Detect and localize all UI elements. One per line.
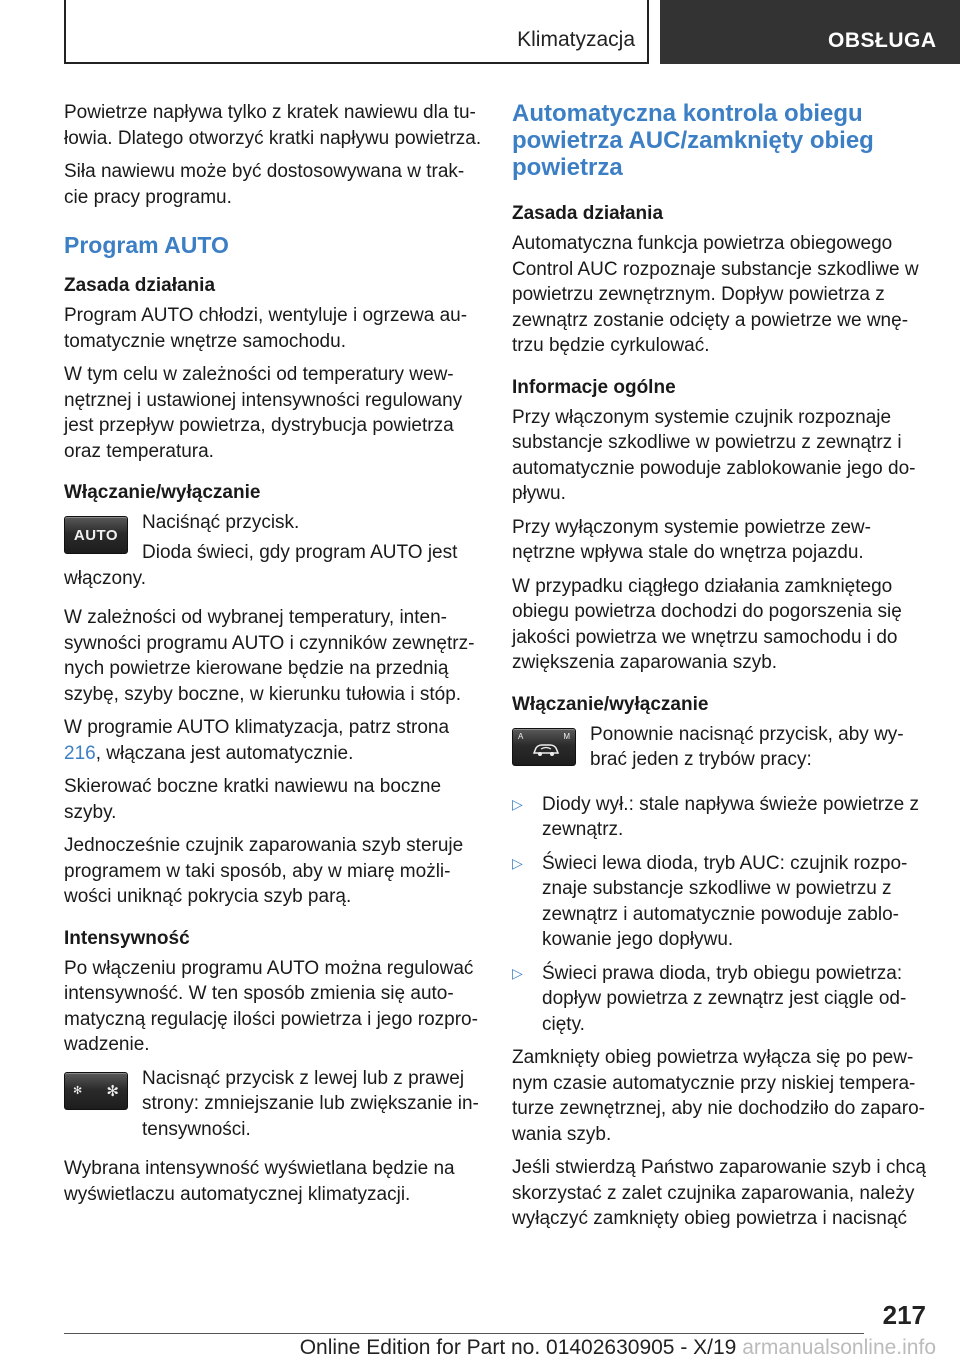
subheading-principle: Zasada działania <box>64 275 216 296</box>
general-paragraph-2: Przy wyłączonym systemie powietrze zew-nętrzne wpływa stale do wnętrza pojazdu. <box>512 516 871 563</box>
general-paragraph-3: W przypadku ciągłego działania zamkniętego obiegu powietrza dochodzi do pogorszenia się jakości powietrza we wnętrzu samochodu i do zwiększenia zaparowania szyb. <box>512 575 902 673</box>
ac-text-after: , włączana jest automatycznie. <box>95 742 354 764</box>
recirculation-car-icon <box>531 740 561 758</box>
subheading-auc-principle: Zasada działania <box>512 203 664 224</box>
intensity-paragraph: Po włączeniu programu AUTO można regulować intensywność. W ten sposób zmienia się auto-matyczną regulację ilości powietrza i jego rozpro-wadzenie. <box>64 957 478 1055</box>
auto-button-instruction: Naciśnąć przycisk. <box>142 512 300 533</box>
list-item: ▷ Świeci lewa dioda, tryb AUC: czujnik rozpo-znaje substancje szkodliwe w powietrzu z zewnątrz i automatycznie powoduje zablo-kowanie jego dopływu. <box>512 852 908 950</box>
heading-program-auto: Program AUTO <box>64 232 229 258</box>
fan-button-instruction: Nacisnąć przycisk z lewej lub z prawej strony: zmniejszanie lub zwiększanie in-tensywności. <box>142 1067 479 1140</box>
auto-button-row <box>64 510 482 562</box>
footer-edition <box>0 1336 936 1360</box>
watermark: armanualsonline.info <box>742 1336 936 1359</box>
triangle-bullet-icon: ▷ <box>512 964 523 981</box>
right-column <box>512 100 932 1240</box>
section-title: Klimatyzacja <box>517 28 635 51</box>
ac-text-before: W programie AUTO klimatyzacja, patrz strona <box>64 717 450 738</box>
list-item: ▷ Diody wył.: stale napływa świeże powietrze z zewnątrz. <box>512 793 919 840</box>
general-paragraph-1: Przy włączonym systemie czujnik rozpoznaje substancje szkodliwe w powietrzu z zewnątrz i automatycznie powoduje zablokowanie jego do-pływu. <box>512 406 916 504</box>
subheading-general-info: Informacje ogólne <box>512 376 676 398</box>
triangle-bullet-icon: ▷ <box>512 795 523 812</box>
header-frame <box>64 0 649 64</box>
auto-button-label: AUTO <box>73 526 119 544</box>
auc-led-label-m: M <box>563 731 570 741</box>
footer-divider <box>64 1333 864 1334</box>
display-paragraph: Wybrana intensywność wyświetlana będzie na wyświetlaczu automatycznej klimatyzacji. <box>64 1158 455 1205</box>
subheading-switch: Włączanie/wyłączanie <box>64 482 261 503</box>
list-item: ▷ Świeci prawa dioda, tryb obiegu powietrza: dopływ powietrza z zewnątrz jest ciągle od-cięty. <box>512 962 907 1035</box>
vents-paragraph: Skierować boczne kratki nawiewu na boczne szyby. <box>64 776 442 823</box>
ac-paragraph <box>64 715 482 766</box>
closing-paragraph-1: Zamknięty obieg powietrza wyłącza się po pew-nym czasie automatycznie przy niskiej tempera-turze zewnętrznej, aby nie dochodziło do zaparo-wania szyb. <box>512 1047 925 1145</box>
auto-button-illustration <box>64 516 128 554</box>
intro-paragraph-1: Powietrze napływa tylko z kratek nawiewu dla tu-łowia. Dlatego otworzyć kratki napływu powietrza. <box>64 102 482 149</box>
fan-button-illustration <box>64 1072 128 1110</box>
auc-button-row <box>512 722 932 782</box>
subheading-intensity: Intensywność <box>64 927 190 949</box>
fog-sensor-paragraph: Jednocześnie czujnik zaparowania szyb steruje programem w taki sposób, aby w miarę możli-wości uniknąć pokrycia szyb parą. <box>64 835 464 907</box>
subheading-auc-switch: Włączanie/wyłączanie <box>512 693 709 715</box>
auc-principle-paragraph: Automatyczna funkcja powietrza obiegowego Control AUC rozpoznaje substancje szkodliwe w powietrzu zewnętrznym. Dopływ powietrza z zewnątrz zostanie odcięty a powietrze we wnę-trzu będzie cyrkulować. <box>512 233 919 356</box>
auc-button-instruction: Ponownie nacisnąć przycisk, aby wy-brać jeden z trybów pracy: <box>590 723 904 770</box>
fan-low-icon: ✻ <box>73 1085 83 1097</box>
left-column <box>64 100 482 1215</box>
page-number: 217 <box>882 1300 926 1330</box>
heading-auc: Automatyczna kontrola obiegu powietrza AUC/zamknięty obieg powietrza <box>512 100 874 181</box>
auc-led-label-a: A <box>518 731 524 741</box>
modes-list <box>512 792 932 1038</box>
fan-high-icon: ✻ <box>106 1082 119 1100</box>
closing-paragraph-2: Jeśli stwierdzą Państwo zaparowanie szyb i chcą skorzystać z zalet czujnika zaparowania, należy wyłączyć zamknięty obieg powietrza i nacisnąć <box>512 1157 926 1229</box>
principle-paragraph-2: W tym celu w zależności od temperatury wew-nętrznej i ustawionej intensywności regulowany jest przepływ powietrza, dystrybucja powietrza oraz temperatura. <box>64 364 463 462</box>
auc-button-illustration <box>512 728 576 766</box>
chapter-tab: OBSŁUGA <box>660 0 960 64</box>
distribution-paragraph: W zależności od wybranej temperatury, inten-sywności programu AUTO i czynników zewnętrz-nych powietrze kierowane będzie na przednią szybę, szyby boczne, w kierunku tułowia i stóp. <box>64 607 475 705</box>
page-216-link[interactable]: 216 <box>64 742 96 764</box>
principle-paragraph-1: Program AUTO chłodzi, wentyluje i ogrzewa au-tomatycznie wnętrze samochodu. <box>64 305 468 352</box>
auto-led-text: Dioda świeci, gdy program AUTO jest włączony. <box>64 542 458 589</box>
fan-button-row <box>64 1066 482 1143</box>
triangle-bullet-icon: ▷ <box>512 854 523 871</box>
intro-paragraph-2: Siła nawiewu może być dostosowywana w trak-cie pracy programu. <box>64 161 465 208</box>
edition-text: Online Edition for Part no. 01402630905 - X/19 <box>299 1336 737 1359</box>
